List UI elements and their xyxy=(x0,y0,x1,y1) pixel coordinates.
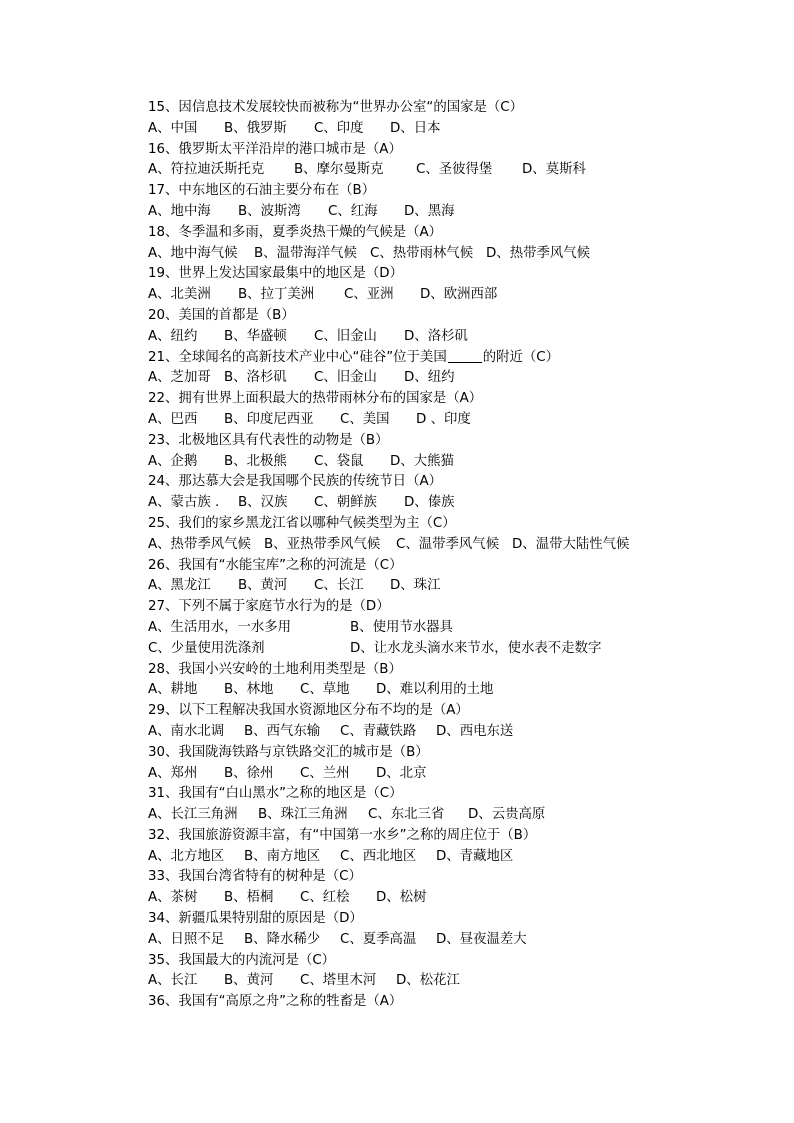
answer-option: D、云贵高原 xyxy=(468,807,546,823)
question-text xyxy=(148,784,768,805)
answer-option: B、汉族 xyxy=(238,495,288,511)
answer-option: B、珠江三角洲 xyxy=(258,807,348,823)
answer-option: C、红桧 xyxy=(300,890,350,906)
answer-option: A、黑龙江 xyxy=(148,578,211,594)
question-text xyxy=(148,348,768,369)
answer-option: D 、印度 xyxy=(416,411,471,427)
question-stem: 27、下列不属于家庭节水行为的是（D） xyxy=(148,599,390,615)
question-stem: 30、我国陇海铁路与京铁路交汇的城市是（B） xyxy=(148,744,429,760)
answer-option: C、长江 xyxy=(314,578,364,594)
answer-option: C、塔里木河 xyxy=(300,973,377,989)
question-text xyxy=(148,98,768,119)
options-line xyxy=(148,368,768,389)
options-line xyxy=(148,639,768,660)
answer-option: B、摩尔曼斯克 xyxy=(294,162,384,178)
answer-option: C、少量使用洗涤剂 xyxy=(148,640,265,656)
options-line xyxy=(148,971,768,992)
answer-option: B、黄河 xyxy=(224,973,274,989)
options-line xyxy=(148,930,768,951)
answer-option: D、黑海 xyxy=(404,203,455,219)
answer-option: A、生活用水，一水多用 xyxy=(148,619,292,635)
answer-option: A、北美洲 xyxy=(148,287,211,303)
answer-option: D、傣族 xyxy=(404,495,455,511)
question-stem-end: 的附近（C） xyxy=(482,349,560,365)
answer-option: C、旧金山 xyxy=(314,370,377,386)
answer-option: C、东北三省 xyxy=(368,807,445,823)
question-stem: 16、俄罗斯太平洋沿岸的港口城市是（A） xyxy=(148,141,402,157)
question-stem: 20、美国的首都是（B） xyxy=(148,307,295,323)
answer-option: D、青藏地区 xyxy=(436,848,514,864)
answer-option: A、蒙古族 . xyxy=(148,495,220,511)
answer-option: B、梧桐 xyxy=(224,890,274,906)
answer-option: D、洛杉矶 xyxy=(404,328,468,344)
question-stem: 28、我国小兴安岭的土地利用类型是（B） xyxy=(148,661,402,677)
answer-option: B、俄罗斯 xyxy=(224,120,287,136)
question-text xyxy=(148,701,768,722)
question-stem: 31、我国有“白山黑水”之称的地区是（C） xyxy=(148,786,403,802)
answer-option: B、洛杉矶 xyxy=(224,370,287,386)
answer-option: A、耕地 xyxy=(148,682,198,698)
question-stem: 23、北极地区具有代表性的动物是（B） xyxy=(148,432,389,448)
options-line xyxy=(148,722,768,743)
question-text xyxy=(148,597,768,618)
answer-option: B、印度尼西亚 xyxy=(224,411,314,427)
answer-option: B、降水稀少 xyxy=(244,931,321,947)
question-text xyxy=(148,951,768,972)
answer-option: C、红海 xyxy=(328,203,378,219)
question-stem: 25、我们的家乡黑龙江省以哪种气候类型为主（C） xyxy=(148,515,456,531)
answer-option: C、草地 xyxy=(300,682,350,698)
answer-option: D、北京 xyxy=(376,765,427,781)
options-line xyxy=(148,847,768,868)
question-stem: 18、冬季温和多雨，夏季炎热干燥的气候是（A） xyxy=(148,224,443,240)
question-text xyxy=(148,140,768,161)
question-text xyxy=(148,514,768,535)
options-line xyxy=(148,680,768,701)
question-stem: 29、以下工程解决我国水资源地区分布不均的是（A） xyxy=(148,703,469,719)
answer-option: B、黄河 xyxy=(238,578,288,594)
question-text xyxy=(148,743,768,764)
question-text xyxy=(148,909,768,930)
answer-option: B、使用节水器具 xyxy=(350,619,453,635)
answer-option: D、昼夜温差大 xyxy=(436,931,527,947)
question-text xyxy=(148,660,768,681)
answer-option: D、西电东送 xyxy=(436,723,514,739)
options-line xyxy=(148,805,768,826)
options-line xyxy=(148,119,768,140)
answer-option: B、温带海洋气候 xyxy=(254,245,357,261)
answer-option: A、北方地区 xyxy=(148,848,225,864)
question-text xyxy=(148,556,768,577)
answer-option: A、地中海 xyxy=(148,203,211,219)
answer-option: C、美国 xyxy=(340,411,390,427)
fill-in-blank xyxy=(448,348,482,363)
answer-option: C、印度 xyxy=(314,120,364,136)
question-stem: 17、中东地区的石油主要分布在（B） xyxy=(148,183,376,199)
options-line xyxy=(148,244,768,265)
question-text xyxy=(148,223,768,244)
options-line xyxy=(148,493,768,514)
answer-option: C、西北地区 xyxy=(340,848,417,864)
answer-option: C、旧金山 xyxy=(314,328,377,344)
question-stem: 22、拥有世界上面积最大的热带雨林分布的国家是（A） xyxy=(148,391,483,407)
answer-option: C、圣彼得堡 xyxy=(416,162,493,178)
answer-option: D、纽约 xyxy=(404,370,455,386)
answer-option: B、北极熊 xyxy=(224,453,287,469)
answer-option: B、南方地区 xyxy=(244,848,321,864)
answer-option: C、袋鼠 xyxy=(314,453,364,469)
question-text xyxy=(148,431,768,452)
answer-option: D、珠江 xyxy=(390,578,441,594)
answer-option: A、日照不足 xyxy=(148,931,225,947)
question-stem: 35、我国最大的内流河是（C） xyxy=(148,952,336,968)
answer-option: A、长江 xyxy=(148,973,198,989)
answer-option: D、热带季风气候 xyxy=(486,245,591,261)
answer-option: D、大熊猫 xyxy=(390,453,454,469)
answer-option: B、华盛顿 xyxy=(224,328,287,344)
answer-option: A、茶树 xyxy=(148,890,198,906)
answer-option: B、徐州 xyxy=(224,765,274,781)
question-text xyxy=(148,826,768,847)
answer-option: B、波斯湾 xyxy=(238,203,301,219)
options-line xyxy=(148,327,768,348)
answer-option: D、让水龙头滴水来节水，使水表不走数字 xyxy=(350,640,602,656)
question-text xyxy=(148,992,768,1013)
options-line xyxy=(148,202,768,223)
question-stem: 32、我国旅游资源丰富，有“中国第一水乡”之称的周庄位于（B） xyxy=(148,827,537,843)
answer-option: D、难以利用的土地 xyxy=(376,682,494,698)
answer-option: A、纽约 xyxy=(148,328,198,344)
answer-option: B、西气东输 xyxy=(244,723,321,739)
answer-option: D、温带大陆性气候 xyxy=(512,536,630,552)
question-text xyxy=(148,264,768,285)
question-text xyxy=(148,389,768,410)
answer-option: A、郑州 xyxy=(148,765,198,781)
answer-option: C、亚洲 xyxy=(344,287,394,303)
document-body xyxy=(148,98,768,1013)
question-stem: 15、因信息技术发展较快而被称为“世界办公室“的国家是（C） xyxy=(148,100,524,115)
answer-option: D、欧洲西部 xyxy=(420,287,498,303)
question-text xyxy=(148,306,768,327)
answer-option: C、兰州 xyxy=(300,765,350,781)
answer-option: A、企鹅 xyxy=(148,453,198,469)
options-line xyxy=(148,410,768,431)
options-line xyxy=(148,285,768,306)
question-text xyxy=(148,181,768,202)
question-stem: 36、我国有“高原之舟”之称的牲畜是（A） xyxy=(148,994,403,1010)
options-line xyxy=(148,452,768,473)
answer-option: A、符拉迪沃斯托克 xyxy=(148,162,265,178)
options-line xyxy=(148,764,768,785)
answer-option: A、中国 xyxy=(148,120,198,136)
options-line xyxy=(148,576,768,597)
answer-option: A、南水北调 xyxy=(148,723,225,739)
answer-option: B、林地 xyxy=(224,682,274,698)
question-stem: 19、世界上发达国家最集中的地区是（D） xyxy=(148,266,403,282)
answer-option: D、日本 xyxy=(390,120,441,136)
answer-option: A、长江三角洲 xyxy=(148,807,238,823)
question-stem: 34、新疆瓜果特别甜的原因是（D） xyxy=(148,911,363,927)
answer-option: A、热带季风气候 xyxy=(148,536,251,552)
options-line xyxy=(148,888,768,909)
answer-option: C、青藏铁路 xyxy=(340,723,417,739)
question-stem: 33、我国台湾省特有的树种是（C） xyxy=(148,869,362,885)
answer-option: C、朝鲜族 xyxy=(314,495,377,511)
answer-option: A、巴西 xyxy=(148,411,198,427)
question-stem: 26、我国有“水能宝库”之称的河流是（C） xyxy=(148,557,403,573)
answer-option: A、地中海气候 xyxy=(148,245,238,261)
answer-option: B、拉丁美洲 xyxy=(238,287,315,303)
answer-option: D、松树 xyxy=(376,890,427,906)
options-line xyxy=(148,160,768,181)
answer-option: C、热带雨林气候 xyxy=(370,245,474,261)
answer-option: D、莫斯科 xyxy=(522,162,586,178)
answer-option: C、温带季风气候 xyxy=(396,536,500,552)
options-line xyxy=(148,618,768,639)
question-text xyxy=(148,867,768,888)
answer-option: D、松花江 xyxy=(396,973,460,989)
answer-option: B、亚热带季风气候 xyxy=(264,536,381,552)
answer-option: A、芝加哥 xyxy=(148,370,211,386)
answer-option: C、夏季高温 xyxy=(340,931,417,947)
options-line xyxy=(148,535,768,556)
question-stem: 21、全球闻名的高新技术产业中心“硅谷”位于美国 xyxy=(148,349,447,365)
question-stem: 24、那达慕大会是我国哪个民族的传统节日（A） xyxy=(148,474,443,490)
question-text xyxy=(148,472,768,493)
